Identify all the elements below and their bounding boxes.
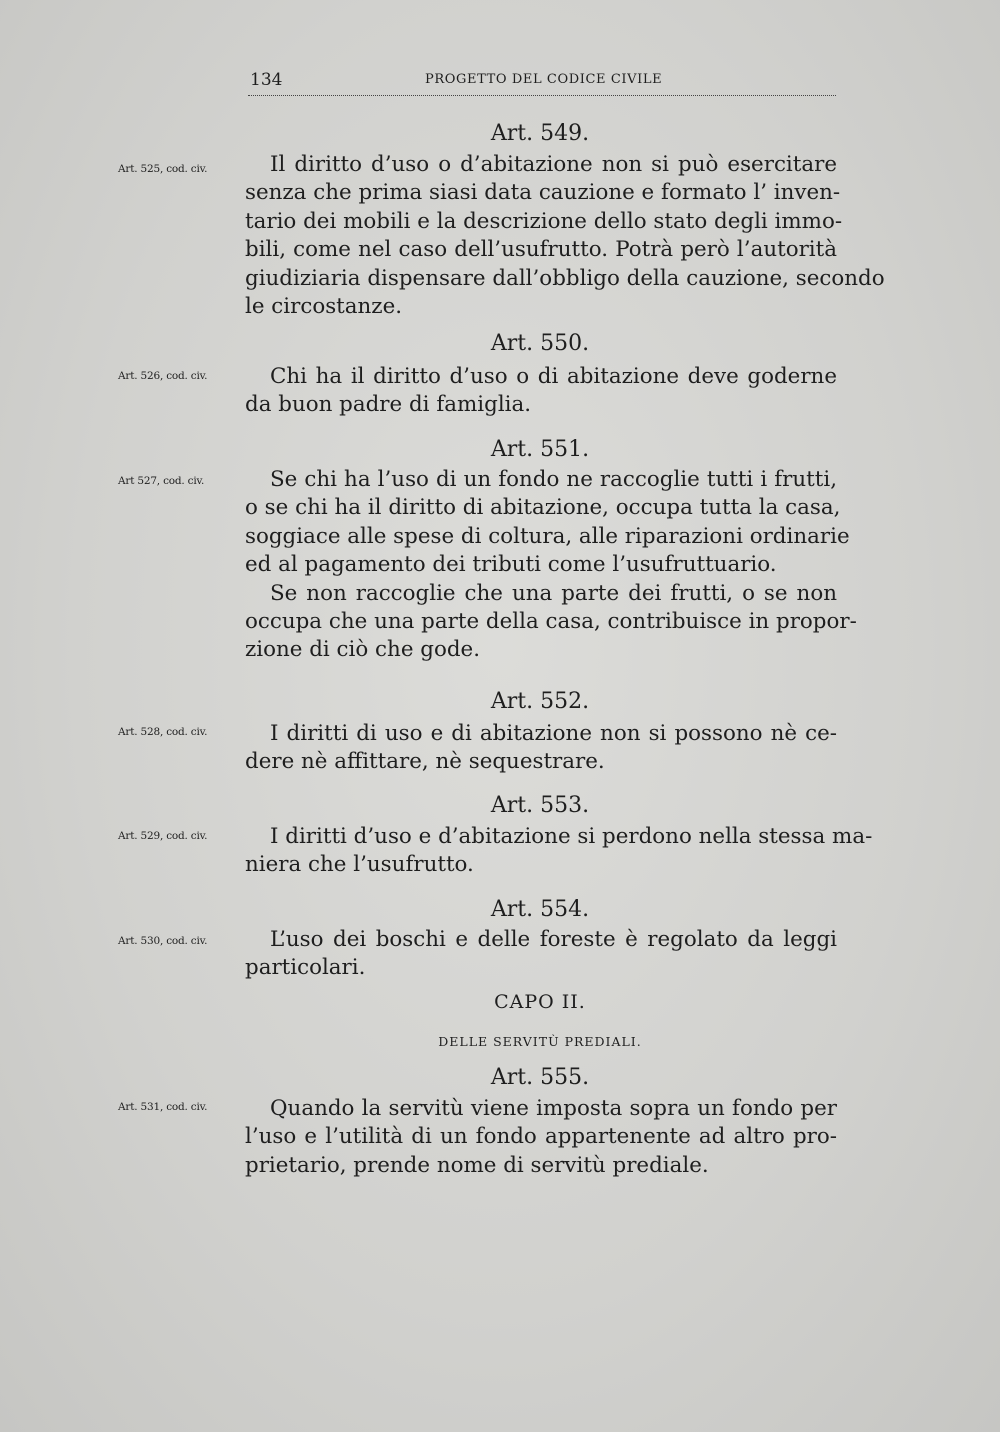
article-text: [245, 720, 837, 777]
article-text: [245, 926, 837, 983]
article-heading: Art. 552.: [490, 689, 590, 714]
text-line: tario dei mobili e la descrizione dello stato degli immo-: [245, 208, 843, 234]
text-line: dere nè affittare, nè sequestrare.: [245, 749, 605, 775]
text-line: Chi ha il diritto d’uso o di abitazione deve goderne: [270, 364, 837, 389]
text-line: L’uso dei boschi e delle foreste è regolato da leggi: [270, 927, 837, 952]
page-number: 134: [250, 70, 283, 90]
article-text: [245, 1095, 837, 1180]
text-line: giudiziaria dispensare dall’obbligo della cauzione, secondo: [245, 265, 885, 291]
chapter-subtitle: DELLE SERVITÙ PREDIALI.: [438, 1034, 642, 1049]
article-heading: Art. 554.: [490, 897, 590, 922]
text-line: l’uso e l’utilità di un fondo appartenente ad altro pro-: [245, 1124, 837, 1150]
text-line: I diritti d’uso e d’abitazione si perdono nella stessa ma-: [270, 824, 873, 849]
text-line: particolari.: [245, 955, 366, 981]
text-line: ed al pagamento dei tributi come l’usufruttuario.: [245, 552, 777, 578]
article-text: [245, 363, 837, 420]
article-heading: Art. 555.: [490, 1065, 590, 1090]
text-line: senza che prima siasi data cauzione e formato l’ inven-: [245, 180, 841, 206]
text-line: I diritti di uso e di abitazione non si possono nè ce-: [270, 721, 837, 746]
margin-note: Art. 525, cod. civ.: [118, 163, 208, 175]
header-rule: [248, 95, 836, 96]
text-line: soggiace alle spese di coltura, alle riparazioni ordinarie: [245, 523, 850, 549]
margin-note: Art. 530, cod. civ.: [118, 935, 208, 947]
article-heading: Art. 549.: [490, 121, 590, 146]
margin-note: Art 527, cod. civ.: [118, 475, 205, 487]
article-text: [245, 823, 873, 880]
margin-note: Art. 531, cod. civ.: [118, 1101, 208, 1113]
text-line: bili, come nel caso dell’usufrutto. Potrà però l’autorità: [245, 237, 837, 263]
article-heading: Art. 551.: [490, 437, 590, 462]
text-line: da buon padre di famiglia.: [245, 392, 532, 418]
margin-note: Art. 528, cod. civ.: [118, 726, 208, 738]
text-line: Il diritto d’uso o d’abitazione non si può esercitare: [270, 152, 837, 177]
article-text: [245, 151, 885, 321]
text-line: le circostanze.: [245, 294, 403, 320]
text-line: Se non raccoglie che una parte dei frutti, o se non: [270, 580, 837, 606]
chapter-title: CAPO II.: [494, 991, 586, 1013]
article-heading: Art. 553.: [490, 793, 590, 818]
margin-note: Art. 529, cod. civ.: [118, 830, 208, 842]
text-line: zione di ciò che gode.: [245, 637, 480, 663]
text-line: Quando la servitù viene imposta sopra un fondo per: [270, 1096, 837, 1121]
article-text: [245, 466, 857, 665]
text-line: o se chi ha il diritto di abitazione, occupa tutta la casa,: [245, 495, 841, 521]
margin-note: Art. 526, cod. civ.: [118, 370, 208, 382]
article-heading: Art. 550.: [490, 331, 590, 356]
text-line: niera che l’usufrutto.: [245, 852, 474, 878]
text-line: Se chi ha l’uso di un fondo ne raccoglie tutti i frutti,: [270, 467, 837, 492]
text-line: occupa che una parte della casa, contribuisce in propor-: [245, 609, 857, 635]
running-title: PROGETTO DEL CODICE CIVILE: [425, 72, 663, 87]
text-line: prietario, prende nome di servitù prediale.: [245, 1152, 709, 1178]
